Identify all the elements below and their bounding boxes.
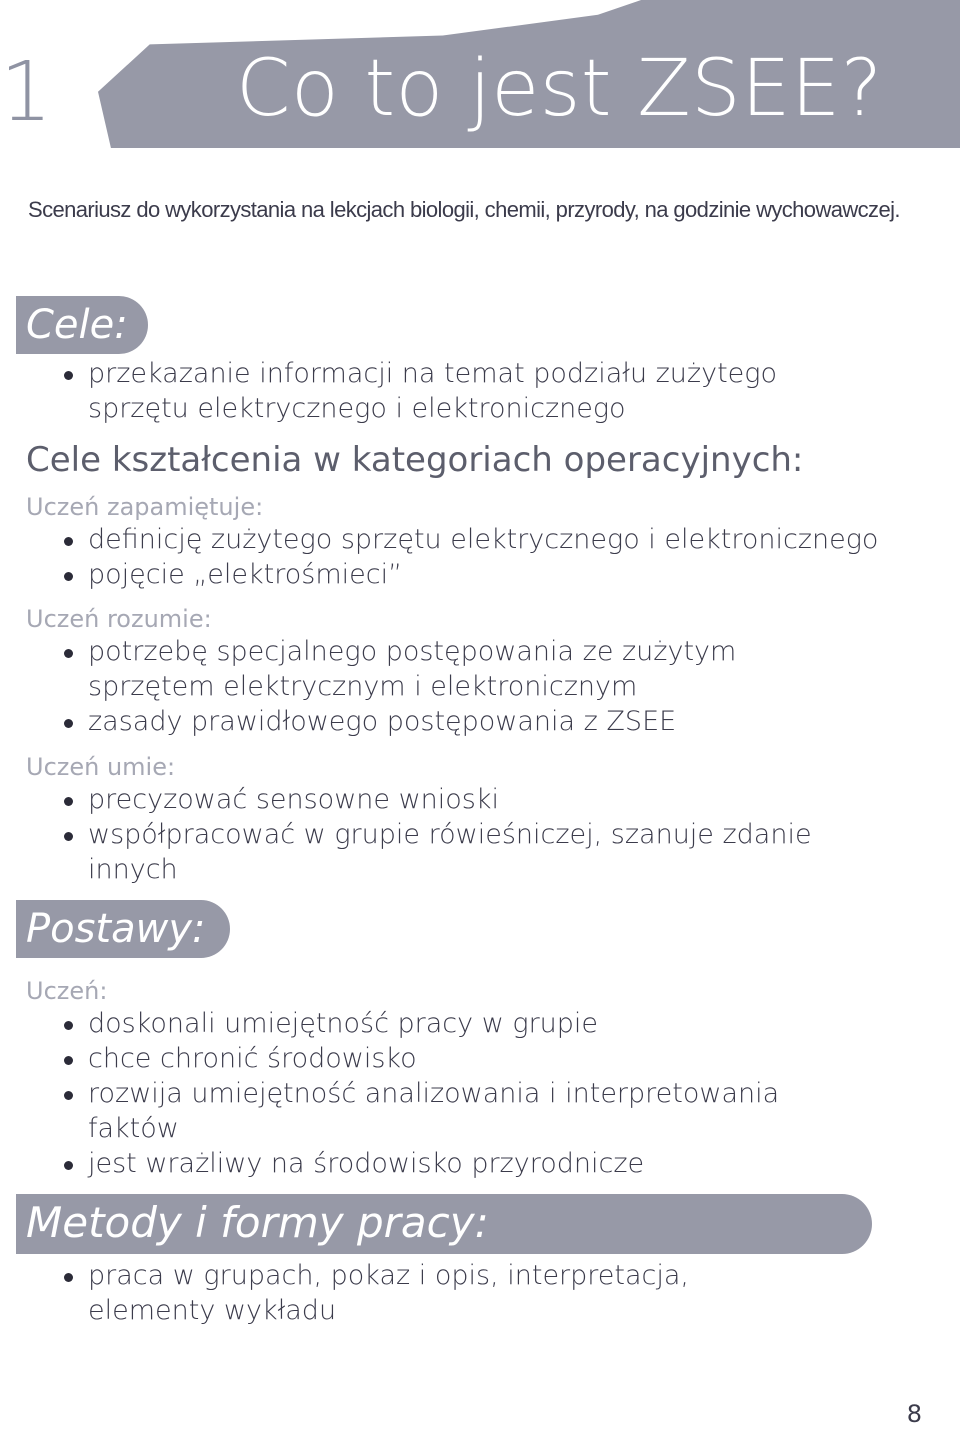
section-label-metody: Metody i formy pracy: — [16, 1194, 872, 1254]
list-item: zasady prawidłowego postępowania z ZSEE — [62, 704, 782, 739]
list-item: jest wrażliwy na środowisko przyrodnicze — [62, 1146, 822, 1181]
objectives-heading: Cele kształcenia w kategoriach operacyjnych: — [26, 440, 804, 480]
list-item: rozwija umiejętność analizowania i interpretowania faktów — [62, 1076, 822, 1146]
metody-list — [62, 1258, 742, 1328]
list-item: potrzebę specjalnego postępowania ze zużytym sprzętem elektrycznym i elektronicznym — [62, 634, 782, 704]
list-item: doskonali umiejętność pracy w grupie — [62, 1006, 822, 1041]
list-item: pojęcie „elektrośmieci” — [62, 557, 942, 592]
rozumie-list — [62, 634, 782, 739]
cele-list — [62, 356, 862, 426]
list-item: precyzować sensowne wnioski — [62, 782, 852, 817]
subheading-rozumie: Uczeń rozumie: — [26, 605, 212, 633]
umie-list — [62, 782, 852, 887]
list-item: chce chronić środowisko — [62, 1041, 822, 1076]
list-item: praca w grupach, pokaz i opis, interpretacja, elementy wykładu — [62, 1258, 742, 1328]
page-number: 8 — [906, 1400, 922, 1428]
zapamietuje-list — [62, 522, 942, 592]
list-item: przekazanie informacji na temat podziału zużytego sprzętu elektrycznego i elektronicznego — [62, 356, 862, 426]
subheading-umie: Uczeń umie: — [26, 753, 176, 781]
subheading-zapamietuje: Uczeń zapamiętuje: — [26, 493, 264, 521]
list-item: współpracować w grupie rówieśniczej, szanuje zdanie innych — [62, 817, 852, 887]
postawy-list — [62, 1006, 822, 1181]
subheading-uczen: Uczeń: — [26, 977, 108, 1005]
list-item: definicję zużytego sprzętu elektrycznego i elektronicznego — [62, 522, 942, 557]
page-title: Co to jest ZSEE? — [236, 44, 883, 134]
section-label-postawy: Postawy: — [16, 900, 230, 958]
scenario-description: Scenariusz do wykorzystania na lekcjach biologii, chemii, przyrody, na godzinie wychowawczej. — [28, 197, 900, 222]
section-label-cele: Cele: — [16, 296, 148, 354]
chapter-number: 1 — [0, 45, 53, 140]
